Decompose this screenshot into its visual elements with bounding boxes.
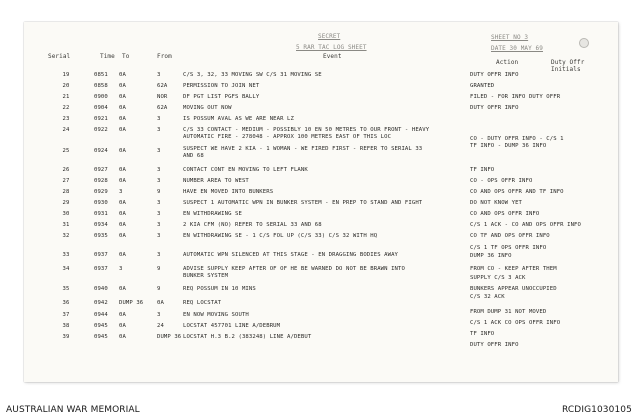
row-action-continued: SUPPLY C/S 3 ACK <box>470 275 526 281</box>
row-event: LOCSTAT H.3 B.2 (383248) LINE A/DEBUT <box>183 334 312 340</box>
row-to: 0A <box>119 127 126 133</box>
row-event: C/S 33 CONTACT - MEDIUM - POSSIBLY 10 EN 50 METRES TO OUR FRONT - HEAVY <box>183 127 430 133</box>
archive-footer <box>0 400 640 420</box>
row-serial: 19 <box>62 72 70 78</box>
row-serial: 22 <box>62 105 70 111</box>
column-header-duty-offr: Duty Offr <box>551 59 585 66</box>
row-serial: 34 <box>62 266 70 272</box>
row-from: 62A <box>157 83 168 89</box>
row-event: SUSPECT 1 AUTOMATIC WPN IN BUNKER SYSTEM - EN PREP TO STAND AND FIGHT <box>183 200 423 206</box>
column-header-serial: Serial <box>48 53 71 60</box>
row-event: NUMBER AREA TO WEST <box>183 178 249 184</box>
row-from: DUMP 36 <box>157 334 182 340</box>
row-to: 0A <box>119 94 126 100</box>
row-to: 0A <box>119 222 126 228</box>
row-event: ADVISE SUPPLY KEEP AFTER OF OF HE BE WARNED DO NOT BE BRAWN INTO <box>183 266 405 272</box>
log-row <box>0 245 640 266</box>
row-time: 0935 <box>94 233 108 239</box>
column-header-to: To <box>122 53 130 60</box>
row-time: 0851 <box>94 72 108 78</box>
row-from: 3 <box>157 127 161 133</box>
row-to: 3 <box>119 189 123 195</box>
row-action-continued: DUMP 36 INFO <box>470 253 512 259</box>
row-to: 0A <box>119 83 126 89</box>
row-serial: 23 <box>62 116 70 122</box>
row-time: 0942 <box>94 300 108 306</box>
security-stamp: SECRET <box>318 33 341 40</box>
row-event: EN NOW MOVING SOUTH <box>183 312 249 318</box>
row-serial: 27 <box>62 178 70 184</box>
row-serial: 36 <box>62 300 70 306</box>
row-to: DUMP 36 <box>119 300 144 306</box>
row-from: 3 <box>157 211 161 217</box>
column-header-initials: Initials <box>551 66 581 73</box>
row-from: 0A <box>157 300 164 306</box>
row-time: 0927 <box>94 167 108 173</box>
row-from: NOR <box>157 94 168 100</box>
row-event: REQ POSSUM IN 10 MINS <box>183 286 256 292</box>
row-from: 3 <box>157 178 161 184</box>
row-time: 0921 <box>94 116 108 122</box>
row-action: GRANTED <box>470 83 495 89</box>
row-time: 0944 <box>94 312 108 318</box>
row-serial: 32 <box>62 233 70 239</box>
row-to: 0A <box>119 105 126 111</box>
row-time: 0934 <box>94 222 108 228</box>
row-serial: 20 <box>62 83 70 89</box>
row-time: 0937 <box>94 266 108 272</box>
row-action-continued: C/S 32 ACK <box>470 294 505 300</box>
log-title: 5 RAR TAC LOG SHEET <box>296 44 367 51</box>
hole-punch-icon <box>579 38 589 48</box>
row-serial: 21 <box>62 94 70 100</box>
row-action: CO AND OPS OFFR INFO <box>470 211 540 217</box>
row-serial: 35 <box>62 286 70 292</box>
row-event: IS POSSUM AVAL AS WE ARE NEAR LZ <box>183 116 294 122</box>
row-event-continued: AND 68 <box>183 153 204 159</box>
row-event: REQ LOCSTAT <box>183 300 222 306</box>
row-to: 3 <box>119 266 123 272</box>
log-row <box>0 146 640 164</box>
row-event: PERMISSION TO JOIN NET <box>183 83 260 89</box>
row-to: 0A <box>119 116 126 122</box>
row-time: 0931 <box>94 211 108 217</box>
row-serial: 28 <box>62 189 70 195</box>
row-action: CO AND OPS OFFR AND TF INFO <box>470 189 564 195</box>
row-time: 0945 <box>94 323 108 329</box>
row-event: AUTOMATIC WPN SILENCED AT THIS STAGE - EN DRAGGING BODIES AWAY <box>183 252 398 258</box>
row-event: EN WITHDRAWING SE - 1 C/S FOL UP (C/S 33) C/S 32 WITH HQ <box>183 233 378 239</box>
row-time: 0858 <box>94 83 108 89</box>
row-action: CO TF AND OPS OFFR INFO <box>470 233 550 239</box>
sheet-date: DATE 30 MAY 69 <box>491 45 543 52</box>
row-to: 0A <box>119 252 126 258</box>
row-action: CO - OPS OFFR INFO <box>470 178 533 184</box>
row-time: 0922 <box>94 127 108 133</box>
row-time: 0928 <box>94 178 108 184</box>
column-header-action: Action <box>496 59 519 66</box>
column-header-event: Event <box>323 53 342 60</box>
row-event: DF PGT LIST PGFS BALLY <box>183 94 260 100</box>
log-row <box>0 334 640 346</box>
row-action-continued: TF INFO - DUMP 36 INFO <box>470 143 547 149</box>
sheet-number: SHEET NO 3 <box>491 34 529 41</box>
row-action: DO NOT KNOW YET <box>470 200 523 206</box>
row-from: 3 <box>157 222 161 228</box>
row-event: SUSPECT WE HAVE 2 KIA - 1 WOMAN - WE FIRED FIRST - REFER TO SERIAL 33 <box>183 146 423 152</box>
row-from: 3 <box>157 167 161 173</box>
row-action: BUNKERS APPEAR UNOCCUPIED <box>470 286 557 292</box>
row-time: 0900 <box>94 94 108 100</box>
row-event: HAVE EN MOVED INTO BUNKERS <box>183 189 274 195</box>
row-from: 3 <box>157 148 161 154</box>
row-serial: 26 <box>62 167 70 173</box>
row-action: C/S 1 ACK - CO AND OPS OFFR INFO <box>470 222 581 228</box>
row-event: MOVING OUT NOW <box>183 105 232 111</box>
row-to: 0A <box>119 286 126 292</box>
row-time: 0904 <box>94 105 108 111</box>
log-row <box>0 233 640 245</box>
row-from: 3 <box>157 252 161 258</box>
row-from: 62A <box>157 105 168 111</box>
row-action: FROM DUMP 31 NOT MOVED <box>470 309 547 315</box>
row-event: LOCSTAT 457701 LINE A/DEBRUM <box>183 323 281 329</box>
row-serial: 29 <box>62 200 70 206</box>
footer-institution: AUSTRALIAN WAR MEMORIAL <box>6 405 140 415</box>
row-serial: 37 <box>62 312 70 318</box>
row-time: 0924 <box>94 148 108 154</box>
row-action: DUTY OFFR INFO <box>470 342 519 348</box>
row-serial: 39 <box>62 334 70 340</box>
row-event: EN WITHDRAWING SE <box>183 211 242 217</box>
row-from: 9 <box>157 286 161 292</box>
row-from: 3 <box>157 116 161 122</box>
row-action: FILED - FOR INFO DUTY OFFR <box>470 94 561 100</box>
row-action: DUTY OFFR INFO <box>470 105 519 111</box>
row-time: 0937 <box>94 252 108 258</box>
row-from: 3 <box>157 312 161 318</box>
row-serial: 24 <box>62 127 70 133</box>
row-serial: 33 <box>62 252 70 258</box>
row-time: 0945 <box>94 334 108 340</box>
row-event: C/S 3, 32, 33 MOVING SW C/S 31 MOVING SE <box>183 72 322 78</box>
row-from: 3 <box>157 72 161 78</box>
log-row <box>0 286 640 300</box>
row-action: FROM CO - KEEP AFTER THEM <box>470 266 557 272</box>
row-from: 9 <box>157 189 161 195</box>
row-from: 24 <box>157 323 164 329</box>
log-row <box>0 266 640 284</box>
row-to: 0A <box>119 233 126 239</box>
row-serial: 25 <box>62 148 70 154</box>
row-to: 0A <box>119 312 126 318</box>
row-action: TF INFO <box>470 167 495 173</box>
row-to: 0A <box>119 72 126 78</box>
row-to: 0A <box>119 167 126 173</box>
row-from: 3 <box>157 233 161 239</box>
row-to: 0A <box>119 148 126 154</box>
row-event-continued: BUNKER SYSTEM <box>183 273 229 279</box>
row-from: 9 <box>157 266 161 272</box>
footer-record-id: RCDIG1030105 <box>562 405 632 415</box>
row-to: 0A <box>119 211 126 217</box>
row-action: TF INFO <box>470 331 495 337</box>
row-time: 0929 <box>94 189 108 195</box>
row-event: 2 KIA CFM (NO) REFER TO SERIAL 33 AND 68 <box>183 222 322 228</box>
row-serial: 30 <box>62 211 70 217</box>
row-action: DUTY OFFR INFO <box>470 72 519 78</box>
row-to: 0A <box>119 178 126 184</box>
row-from: 3 <box>157 200 161 206</box>
row-action: C/S 1 ACK CO OPS OFFR INFO <box>470 320 561 326</box>
row-to: 0A <box>119 200 126 206</box>
column-header-from: From <box>157 53 172 60</box>
row-to: 0A <box>119 334 126 340</box>
row-time: 0940 <box>94 286 108 292</box>
row-serial: 38 <box>62 323 70 329</box>
row-serial: 31 <box>62 222 70 228</box>
row-action: C/S 1 TF OPS OFFR INFO <box>470 245 547 251</box>
row-event-continued: AUTOMATIC FIRE - 278048 - APPROX 100 METRES EAST OF THIS LOC <box>183 134 392 140</box>
row-event: CONTACT CONT EN MOVING TO LEFT FLANK <box>183 167 308 173</box>
row-time: 0930 <box>94 200 108 206</box>
row-action: CO - DUTY OFFR INFO - C/S 1 <box>470 136 564 142</box>
column-header-time: Time <box>100 53 115 60</box>
row-to: 0A <box>119 323 126 329</box>
